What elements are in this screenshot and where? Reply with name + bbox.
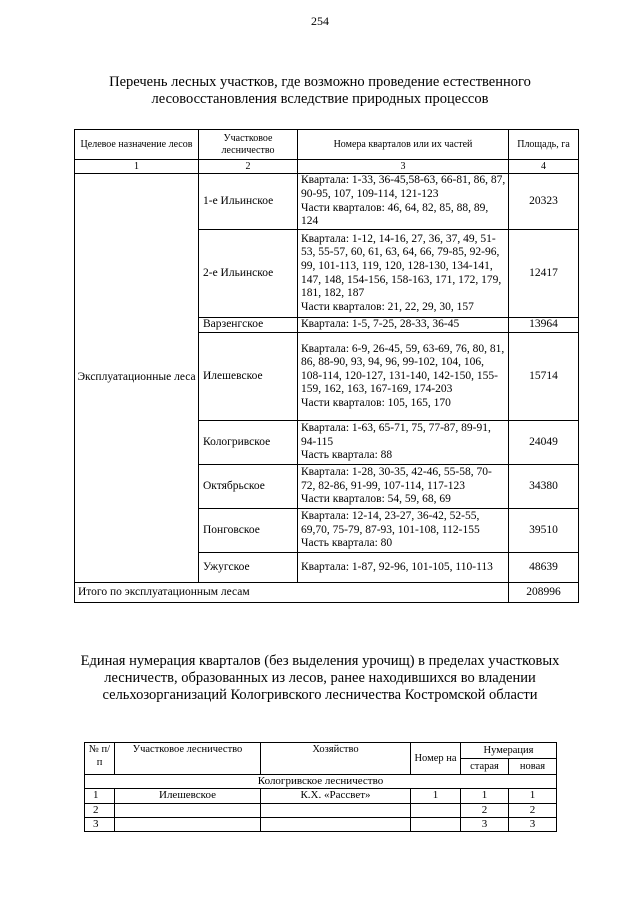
forest-plots-table: [74, 129, 579, 603]
header-purpose: Целевое назначение лесов: [75, 130, 199, 160]
forestry-cell: Илешевское: [115, 789, 261, 803]
total-row: [75, 583, 579, 603]
num-cell: 1: [85, 789, 115, 803]
number-cell: 1: [411, 789, 461, 803]
header-farm: Хозяйство: [261, 743, 411, 775]
col-number: 3: [298, 160, 509, 174]
old-number-cell: 3: [461, 817, 509, 831]
table2-title: Единая нумерация кварталов (без выделения урочищ) в пределах участковых лесничеств, образованных из лесов, ранее находившихся во владении сельхозорганизаций Кологривского лесничества Костромской области: [80, 653, 560, 703]
forestry-cell: Октябрьское: [199, 465, 298, 509]
table1-title: Перечень лесных участков, где возможно проведение естественного лесовосстановления вследствие природных процессов: [109, 74, 531, 107]
table-row: [85, 789, 557, 803]
forestry-cell: Кологривское: [199, 421, 298, 465]
section-label: Кологривское лесничество: [85, 775, 557, 789]
quarters-text: Квартала: 12-14, 23-27, 36-42, 52-55, 69,70, 75-79, 87-93, 101-108, 112-155 Часть квартала: 80: [301, 510, 480, 550]
quarters-text: Квартала: 1-28, 30-35, 42-46, 55-58, 70-72, 82-86, 91-99, 107-114, 117-123 Части кварталов: 54, 59, 68, 69: [301, 466, 492, 506]
forestry-cell: [115, 817, 261, 831]
table-row: [85, 803, 557, 817]
header-forestry: Участковое лесничество: [199, 130, 298, 160]
new-number-cell: 3: [509, 817, 557, 831]
quarters-cell: [298, 465, 509, 509]
total-area: 208996: [509, 583, 579, 603]
quarters-cell: [298, 333, 509, 421]
forestry-cell: [115, 803, 261, 817]
area-cell: 20323: [509, 174, 579, 230]
quarter-numbering-table: [84, 742, 557, 832]
purpose-cell: Эксплуатационные леса: [75, 174, 199, 583]
area-cell: 15714: [509, 333, 579, 421]
quarters-cell: [298, 509, 509, 553]
farm-cell: [261, 817, 411, 831]
forestry-cell: Илешевское: [199, 333, 298, 421]
num-cell: 3: [85, 817, 115, 831]
col-number: 4: [509, 160, 579, 174]
area-cell: 34380: [509, 465, 579, 509]
quarters-cell: [298, 553, 509, 583]
forestry-cell: Варзенгское: [199, 318, 298, 333]
header-old: старая: [461, 759, 509, 775]
new-number-cell: 2: [509, 803, 557, 817]
quarters-cell: [298, 318, 509, 333]
table-row: [75, 174, 579, 230]
header-number: Номер на: [411, 743, 461, 775]
forestry-cell: 2-е Ильинское: [199, 230, 298, 318]
num-cell: 2: [85, 803, 115, 817]
header-forestry: Участковое лесничество: [115, 743, 261, 775]
new-number-cell: 1: [509, 789, 557, 803]
header-numbering: Нумерация: [461, 743, 557, 759]
table-row: [85, 817, 557, 831]
col-number: 1: [75, 160, 199, 174]
quarters-text: Квартала: 1-87, 92-96, 101-105, 110-113: [301, 560, 493, 573]
number-cell: [411, 803, 461, 817]
header-quarters: Номера кварталов или их частей: [298, 130, 509, 160]
total-label: Итого по эксплуатационным лесам: [75, 583, 509, 603]
quarters-cell: [298, 230, 509, 318]
farm-cell: К.Х. «Рассвет»: [261, 789, 411, 803]
col-number: 2: [199, 160, 298, 174]
area-cell: 24049: [509, 421, 579, 465]
header-area: Площадь, га: [509, 130, 579, 160]
quarters-text: Квартала: 1-12, 14-16, 27, 36, 37, 49, 51-53, 55-57, 60, 61, 63, 64, 66, 79-85, 92-96, 99, 101-113, 119, 120, 128-130, 134-141, 147, 148, 154-156, 158-163, 171, 172, 179, 181, 182, 187 Части кварталов: 21, 22, 29, 30, 157: [301, 232, 502, 313]
quarters-text: Квартала: 1-5, 7-25, 28-33, 36-45: [301, 318, 460, 331]
page-number: 254: [311, 14, 329, 28]
area-cell: 12417: [509, 230, 579, 318]
old-number-cell: 2: [461, 803, 509, 817]
area-cell: 13964: [509, 318, 579, 333]
forestry-cell: 1-е Ильинское: [199, 174, 298, 230]
area-cell: 39510: [509, 509, 579, 553]
farm-cell: [261, 803, 411, 817]
number-cell: [411, 817, 461, 831]
old-number-cell: 1: [461, 789, 509, 803]
area-cell: 48639: [509, 553, 579, 583]
forestry-cell: Понговское: [199, 509, 298, 553]
header-new: новая: [509, 759, 557, 775]
quarters-cell: [298, 174, 509, 230]
quarters-cell: [298, 421, 509, 465]
header-num: № п/п: [85, 743, 115, 775]
quarters-text: Квартала: 1-63, 65-71, 75, 77-87, 89-91, 94-115 Часть квартала: 88: [301, 422, 491, 462]
quarters-text: Квартала: 1-33, 36-45,58-63, 66-81, 86, 87, 90-95, 107, 109-114, 121-123 Части кварталов: 46, 64, 82, 85, 88, 89, 124: [301, 174, 506, 228]
quarters-text: Квартала: 6-9, 26-45, 59, 63-69, 76, 80, 81, 86, 88-90, 93, 94, 96, 99-102, 104, 106, 108-114, 120-127, 131-140, 142-150, 155-159, 162, 163, 167-169, 174-203 Части кварталов: 105, 165, 170: [301, 342, 505, 409]
forestry-cell: Ужугское: [199, 553, 298, 583]
